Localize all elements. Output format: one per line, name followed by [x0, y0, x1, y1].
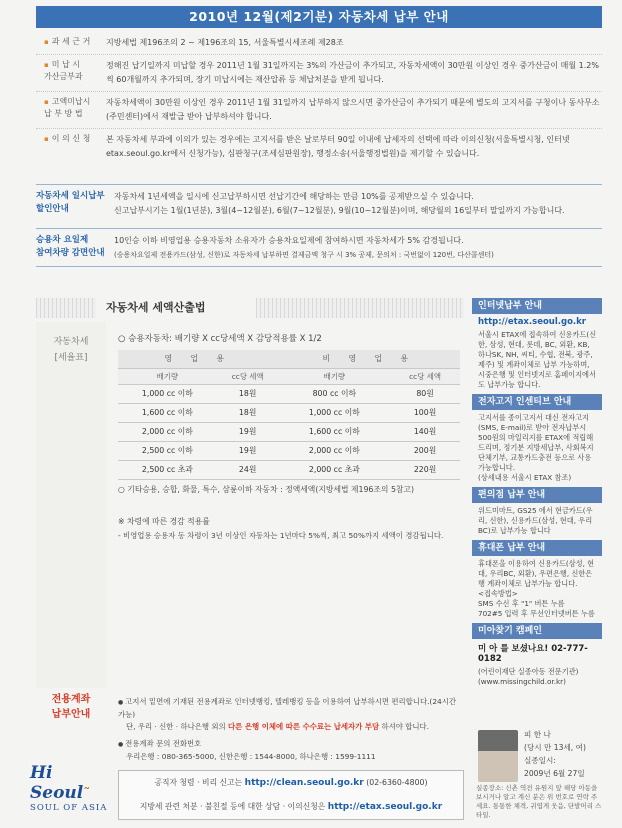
info-row-objection [36, 129, 602, 165]
table-cell: 1,600 cc 이하 [118, 403, 217, 422]
table-row [118, 422, 460, 441]
info-label: ▪ 고액미납시 납 부 방 법 [36, 96, 106, 124]
table-cell: 100원 [390, 403, 460, 422]
table-cell: 19원 [217, 422, 279, 441]
age-reduction-title: ※ 차령에 따른 경감 적용률 [118, 517, 210, 526]
internet-payment-box [472, 298, 602, 394]
page-title: 2010년 12월(제2기분) 자동차세 납부 안내 [36, 6, 602, 28]
footer-etax-link[interactable]: http://etax.seoul.go.kr [327, 802, 443, 812]
col-header: cc당 세액 [390, 368, 460, 384]
cms-bullet-1-b: 단, 우리 · 신한 · 하나은행 외의 [126, 722, 226, 731]
divider [36, 228, 602, 229]
info-text: 정해진 납기일까지 미납할 경우 2011년 1월 31일까지는 3%의 가산금이 추가되고, 자동차세액이 30만원 이상인 경우 중가산금이 매월 1.2%씩 60개월까지 추가되며, 장기 미납시에는 재산압류 등 체납처분을 받게 됩니다. [106, 61, 599, 84]
tax-rate-table [118, 350, 460, 480]
missing-child-phone: 미 아 를 보셨나요! 02-777-0182 [478, 644, 588, 664]
age-reduction-text: - 비영업용 승용자 동 차령이 3년 이상인 자동차는 1년마다 5%씩, 최고 50%까지 세액이 경감됩니다. [118, 531, 444, 540]
passenger-line-2: (승용차요일제 전용카드(삼성, 신한)로 자동차세 납부하면 결제금액 청구 시 3% 공제, 문의처 : 국번없이 120번, 다산콜센터) [114, 251, 494, 259]
tax-info-section [36, 32, 602, 165]
logo-text: Hi Seoul [30, 763, 84, 803]
info-text: 지방세법 제196조의 2 ~ 제196조의 15, 서울특별시세조례 제28조 [106, 38, 344, 47]
missing-child-photo [478, 730, 518, 782]
footer-etax-text: 지방세 관련 처분 · 불친절 등에 대한 상담 · 이의신청은 [139, 802, 326, 811]
table-cell: 24원 [217, 460, 279, 479]
table-cell: 800 cc 이하 [279, 384, 391, 403]
col-header: 배기량 [118, 368, 217, 384]
mobile-payment-body: 휴대폰을 이용하여 신용카드(삼성, 현대, 우리BC, 외환), 우편은행, 신한은행 계좌이체로 납부가능 합니다. <접속방법> SMS 수신 후 "1" 버튼 누름 702#5 입력 후 무선인터넷버튼 누름 [478, 559, 595, 618]
prepay-label: 자동차세 일시납부 할인안내 [36, 191, 105, 214]
divider [36, 184, 602, 185]
electronic-notice-body: 고지서를 종이고지서 대신 전자고지(SMS, E-mail)로 받아 전자납부시 500원의 마일리지를 ETAX에 적립해 드리며, 정기분 지방세납부, 사회복지단체기부, 교통카드충전 등으로 사용 가능합니다. (상세내용 서울시 ETAX 참조) [478, 413, 594, 482]
passenger-car-discount-section [36, 234, 602, 262]
logo-tagline: SOUL OF ASIA [30, 803, 108, 813]
group-header-commercial: 영 업 용 [118, 350, 279, 368]
missing-child-box [472, 623, 602, 691]
table-row [118, 384, 460, 403]
hi-seoul-logo [30, 763, 114, 813]
table-cell: 140원 [390, 422, 460, 441]
divider [36, 266, 602, 267]
missing-child-sub: (어린이재단 실종아동 전문기관) (www.missingchild.or.kr) [478, 667, 579, 686]
convenience-store-title: 편의점 납부 안내 [472, 487, 602, 503]
info-text: 본 자동차세 부과에 이의가 있는 경우에는 고지서를 받은 날로부터 90일 이내에 납세자의 선택에 따라 이의신청(서울특별시청, 인터넷 etax.seoul.go.kr에서 신청가능), 심판청구(조세심판원장), 행정소송(서울행정법원)을 제기할 수 있습니다. [106, 135, 570, 158]
prepay-discount-section [36, 190, 602, 218]
col-header: 배기량 [279, 368, 391, 384]
footer-line-1 [119, 771, 463, 795]
sidebar [472, 298, 602, 691]
table-cell: 2,500 cc 이하 [118, 441, 217, 460]
table-cell: 2,500 cc 초과 [118, 460, 217, 479]
info-label: ▪ 미 납 시 가산금부과 [36, 59, 106, 87]
table-cell: 1,000 cc 이하 [279, 403, 391, 422]
convenience-store-body: 위드미마트, GS25 에서 현금카드(우리, 신한), 신용카드(삼성, 현대, 우리BC)로 납부가능 합니다 [478, 506, 593, 535]
info-row-late-penalty [36, 55, 602, 92]
table-cell: 1,000 cc 이하 [118, 384, 217, 403]
cms-bullet-1-c: 하셔야 합니다. [381, 722, 430, 731]
internet-payment-title: 인터넷납부 안내 [472, 298, 602, 314]
cms-bullet-2-text: 전용계좌 문의 전화번호 [125, 739, 202, 748]
footer-clean-text: 공직자 청렴 · 비리 신고는 [154, 778, 243, 787]
table-cell: 220원 [390, 460, 460, 479]
calc-formula: ○ 승용자동차: 배기량 X cc당세액 X 감당적용률 X 1/2 [118, 332, 322, 344]
table-cell: 19원 [217, 441, 279, 460]
table-cell: 1,600 cc 이하 [279, 422, 391, 441]
table-cell: 80원 [390, 384, 460, 403]
info-label: ▪ 이 의 신 청 [36, 133, 106, 161]
table-cell: 200원 [390, 441, 460, 460]
logo-swoosh-icon: ˜ [83, 786, 91, 802]
electronic-notice-title: 전자고지 인센티브 안내 [472, 394, 602, 410]
prepay-line-1: 자동차세 1년세액을 일시에 신고납부하시면 선납기간에 해당하는 만큼 10%를 공제받으실 수 있습니다. [114, 192, 474, 201]
footer-contact-box [118, 770, 464, 820]
rate-table-side-label: 자동차세 [세율표] [36, 322, 106, 688]
col-header: cc당 세액 [217, 368, 279, 384]
table-cell: 18원 [217, 384, 279, 403]
prepay-line-2: 신고납부시기는 1월(1년분), 3월(4~12월분), 6월(7~12월분), 9월(10~12월분)이며, 해당월의 16일부터 말일까지 가능합니다. [114, 206, 565, 215]
group-header-noncommercial: 비 영 업 용 [279, 350, 460, 368]
internet-payment-body: 서울시 ETAX에 접속하여 신용카드(신한, 삼성, 현대, 롯데, BC, 외환, KB, 하나SK, NH, 씨티, 수협, 전북, 광주, 제주) 및 계좌이체로 납부 가능하며, 시중은행 및 인터넷지로 홈페이지에서도 납부가능 합니다. [478, 330, 597, 389]
table-cell: 2,000 cc 초과 [279, 460, 391, 479]
passenger-line-1: 10인승 이하 비영업용 승용자동차 소유자가 승용차요일제에 참여하시면 자동차세가 5% 감경됩니다. [114, 236, 464, 245]
cms-bullet-1 [118, 696, 464, 721]
footer-line-2 [119, 795, 463, 819]
electronic-notice-box [472, 394, 602, 487]
table-row [118, 460, 460, 479]
cms-info [118, 696, 464, 763]
other-vehicle-note: ○ 기타승용, 승합, 화물, 특수, 삼륜이하 자동차 : 정액세액(지방세법 제196조의 5참고) [118, 485, 415, 494]
cms-bullet-1-text: 고지서 밑면에 기재된 전용계좌로 인터넷뱅킹, 텔레뱅킹 등을 이용하여 납부하시면 편리합니다.(24시간 가능) [118, 697, 457, 719]
info-row-high-amount [36, 92, 602, 129]
missing-child-description: 실종장소: 신촌 역전 유원지 앞 해당 아동을 보시거나 알고 계신 분은 위 번호로 연락 주세요. 통통한 체격, 귀엽게 웃음, 단발머리 스타일. [476, 784, 602, 819]
cms-bullet-1-cont [118, 721, 464, 733]
info-text: 자동차세액이 30만원 이상인 경우 2011년 1월 31일까지 납부하지 않으시면 중가산금이 추가되기 때문에 별도의 고지서를 구청이나 동사무소(주민센터)에서 재발급 받아 납부하셔야 합니다. [106, 98, 600, 121]
tax-calculation-section [36, 298, 464, 688]
mobile-payment-box [472, 540, 602, 623]
table-row [118, 441, 460, 460]
cms-bullet-2 [118, 738, 464, 751]
cms-bank-numbers: 우리은행 : 080-365-5000, 신한은행 : 1544-8000, 하나은행 : 1599-1111 [126, 752, 376, 761]
info-label: ▪ 과 세 근 거 [36, 36, 106, 50]
table-cell: 2,000 cc 이하 [279, 441, 391, 460]
info-row-legal-basis [36, 32, 602, 55]
table-row [118, 403, 460, 422]
cms-label: 전용계좌 납부안내 [51, 694, 91, 720]
table-cell: 18원 [217, 403, 279, 422]
convenience-store-box [472, 487, 602, 540]
calc-section-title: 자동차세 세액산출법 [96, 298, 256, 318]
missing-child-info: 피 한 나 (당시 만 13세, 여) 실종일시: 2009년 6월 27일 [524, 730, 586, 778]
missing-child-title: 미아찾기 캠페인 [472, 623, 602, 639]
cms-fee-warning: 다른 은행 이체에 따른 수수료는 납세자가 부담 [228, 722, 380, 731]
passenger-label: 승용차 요일제 참여차량 감면안내 [36, 235, 105, 258]
footer-clean-phone: (02-6360-4800) [366, 778, 428, 787]
clean-seoul-link[interactable]: http://clean.seoul.go.kr [244, 778, 364, 788]
etax-link[interactable]: http://etax.seoul.go.kr [478, 317, 587, 327]
mobile-payment-title: 휴대폰 납부 안내 [472, 540, 602, 556]
table-cell: 2,000 cc 이하 [118, 422, 217, 441]
